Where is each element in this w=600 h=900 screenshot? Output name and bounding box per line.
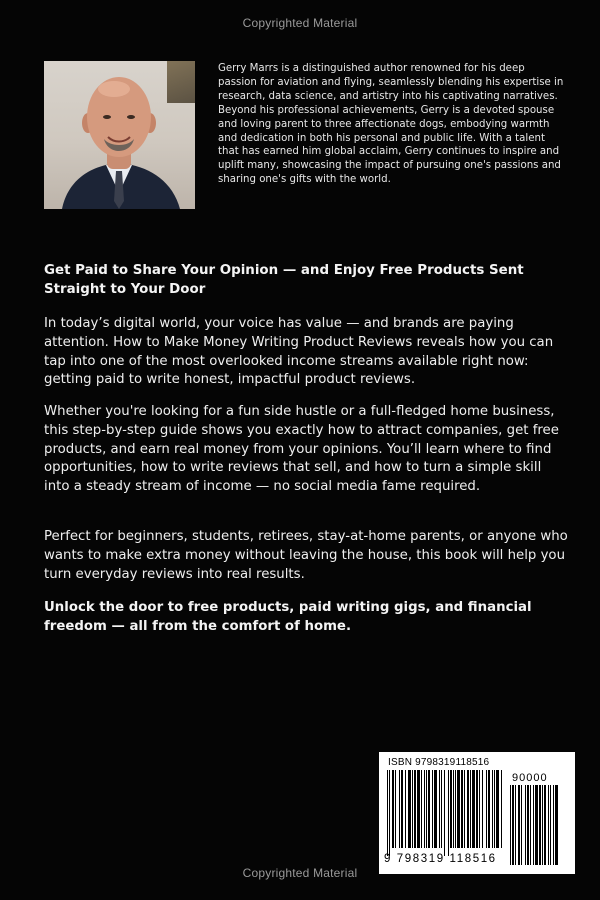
closing-statement: Unlock the door to free products, paid writing gigs, and financial freedom — all from the comfort of home. (44, 600, 532, 634)
barcode-box (379, 752, 575, 874)
paragraph-1: In today’s digital world, your voice has value — and brands are paying attention. How to Make Money Writing Product Reviews reveals how you can tap into one of the most overlooked income streams available right now: getting paid to write honest, impactful product reviews. (44, 316, 554, 388)
watermark-top: Copyrighted Material (242, 16, 358, 30)
price-code: 90000 (512, 772, 548, 784)
author-photo (44, 61, 195, 209)
isbn-label: ISBN 9798319118516 (388, 757, 490, 768)
paragraph-2: Whether you're looking for a fun side hustle or a full-fledged home business, this step-by-step guide shows you exactly how to attract companies, get free products, and earn real money from your opinions. You’ll learn where to find opportunities, how to write reviews that sell, and how to turn a simple skill into a steady stream of income — no social media fame required. (44, 404, 559, 495)
ean-digits: 9 798319 118516 (384, 853, 497, 865)
paragraph-3: Perfect for beginners, students, retirees, stay-at-home parents, or anyone who wants to make extra money without leaving the house, this book will help you turn everyday reviews into real results. (44, 529, 568, 582)
barcode-main-icon (387, 770, 505, 856)
headline: Get Paid to Share Your Opinion — and Enjoy Free Products Sent Straight to Your Door (44, 263, 524, 297)
author-portrait-icon (44, 61, 195, 209)
watermark-bottom: Copyrighted Material (242, 866, 358, 880)
barcode-addon-icon (510, 785, 568, 865)
author-bio: Gerry Marrs is a distinguished author renowned for his deep passion for aviation and flying, seamlessly blending his expertise in research, data science, and artistry into his captivating narratives. Beyond his professional achievements, Gerry is a devoted spouse and loving parent to three affectionate dogs, embodying warmth and dedication in both his personal and public life. With a talent that has earned him global acclaim, Gerry continues to inspire and uplift many, showcasing the impact of pursuing one's passions and sharing one's gifts with the world. (218, 63, 564, 186)
